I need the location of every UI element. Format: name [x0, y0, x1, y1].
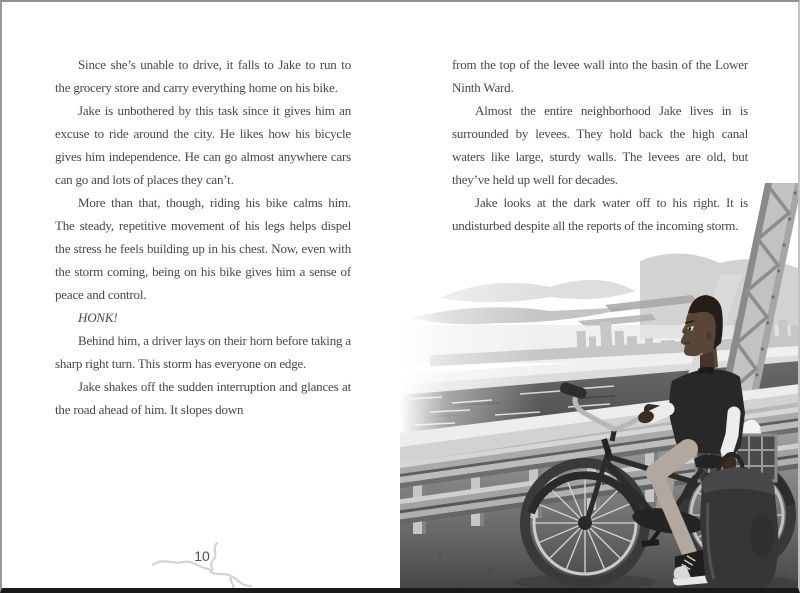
- paragraph: Jake looks at the dark water off to his right. It is undisturbed despite all the reports of the incoming storm.: [452, 195, 748, 233]
- left-sleeve: [727, 413, 734, 451]
- left-page-text: [55, 53, 351, 421]
- paragraph: Almost the entire neighborhood Jake lives in is surrounded by levees. They hold back the high canal waters like large, sturdy walls. The levees are old, but they’ve held up well for decades.: [452, 103, 748, 187]
- paragraph: HONK!: [78, 310, 118, 325]
- illustration: [400, 183, 800, 593]
- paragraph: Since she’s unable to drive, it falls to Jake to run to the grocery store and carry everything home on his bike.: [55, 57, 351, 95]
- paragraph: Jake shakes off the sudden interruption and glances at the road ahead of him. It slopes down: [55, 379, 351, 417]
- paragraph: More than that, though, riding his bike calms him. The steady, repetitive movement of his legs helps dispel the stress he feels building up in his chest. Now, even with the storm coming, being on his bike gives him a sense of peace and control.: [55, 195, 351, 302]
- page-number: 10: [194, 548, 210, 564]
- river-squiggle-icon: [145, 538, 265, 592]
- paragraph: Jake is unbothered by this task since it gives him an excuse to ride around the city. He likes how his bicycle gives him independence. He can go almost anywhere cars can go and lots of places they can’t.: [55, 103, 351, 187]
- paragraph: from the top of the levee wall into the basin of the Lower Ninth Ward.: [452, 57, 748, 95]
- paragraph: Behind him, a driver lays on their horn before taking a sharp right turn. This storm has everyone on edge.: [55, 333, 351, 371]
